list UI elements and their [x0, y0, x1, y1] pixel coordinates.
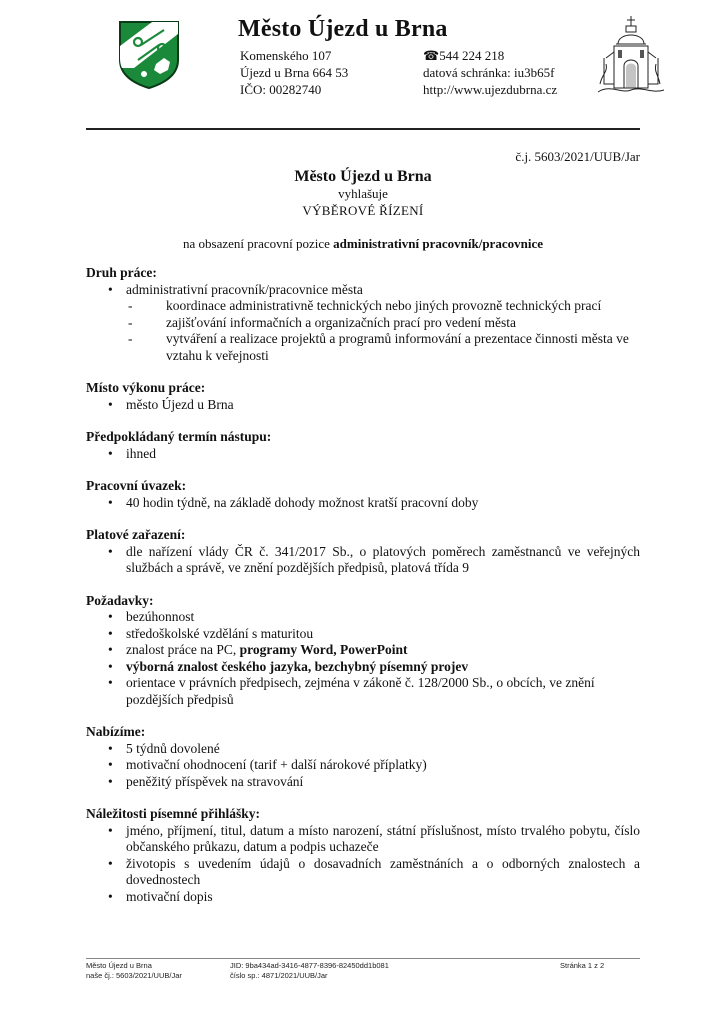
- list-item: • dle nařízení vlády ČR č. 341/2017 Sb., o platových poměrech zaměstnanců ve veřejných službách a správě, ve znění pozdějších předpisů, platová třída 9: [86, 544, 640, 577]
- position-prefix: na obsazení pracovní pozice: [183, 236, 334, 251]
- footer-divider: [86, 958, 640, 959]
- list-item: • jméno, příjmení, titul, datum a místo narození, státní příslušnost, místo trvalého pobytu, číslo občanského průkazu, datum a podpis uchazeče: [86, 823, 640, 856]
- section-platove-zarazeni: [86, 527, 640, 577]
- section-title: Platové zařazení:: [86, 527, 186, 542]
- announcement-issuer: Město Újezd u Brna: [294, 168, 432, 185]
- ico: IČO: 00282740: [240, 82, 322, 97]
- address-block: [240, 47, 348, 98]
- sub-list-item: - koordinace administrativně technických nebo jiných provozně technických prací: [126, 298, 640, 315]
- section-title: Nabízíme:: [86, 724, 146, 739]
- list-item: [86, 659, 640, 676]
- announcement-body: [86, 265, 640, 905]
- footer-jid: JID: 9ba434ad-3416-4877-8396-82450dd1b081: [230, 961, 389, 970]
- town-name: Město Újezd u Brna: [238, 16, 448, 42]
- footer-our-ref: naše čj.: 5603/2021/UUB/Jar: [86, 970, 182, 980]
- list-item: • středoškolské vzdělání s maturitou: [86, 626, 640, 643]
- section-misto-vykonu: [86, 380, 640, 413]
- list-item: • motivační dopis: [86, 889, 640, 906]
- list-item: • orientace v právních předpisech, zejména v zákoně č. 128/2000 Sb., o obcích, ve znění pozdějších předpisů: [86, 675, 640, 708]
- list-item: [86, 642, 640, 659]
- coat-of-arms-icon: [118, 20, 180, 90]
- reference-number: č.j. 5603/2021/UUB/Jar: [515, 149, 640, 164]
- section-termin-nastupu: [86, 429, 640, 462]
- sub-list-item: - zajišťování informačních a organizačních prací pro vedení města: [126, 315, 640, 332]
- section-title: Požadavky:: [86, 592, 154, 608]
- footer-middle: [230, 961, 389, 980]
- list-item: • bezúhonnost: [86, 609, 640, 626]
- footer-org: Město Újezd u Brna: [86, 961, 152, 970]
- data-box: datová schránka: iu3b65f: [423, 65, 555, 80]
- announcement-title: VÝBĚROVÉ ŘÍZENÍ: [302, 203, 424, 218]
- section-druh-prace: [86, 265, 640, 364]
- address-city: Újezd u Brna 664 53: [240, 65, 349, 80]
- list-item: • ihned: [86, 446, 640, 463]
- header-divider: [86, 128, 640, 130]
- website-link[interactable]: http://www.ujezdubrna.cz: [423, 82, 558, 97]
- chapel-illustration-icon: [596, 14, 666, 96]
- section-title: Druh práce:: [86, 265, 157, 280]
- section-title: Místo výkonu práce:: [86, 380, 206, 395]
- position-line: [86, 236, 640, 252]
- list-item: • životopis s uvedením údajů o dosavadních zaměstnáních a o odborných znalostech a dovednostech: [86, 856, 640, 889]
- address-street: Komenského 107: [240, 48, 332, 63]
- list-item-text: znalost práce na PC,: [126, 642, 240, 657]
- list-item-bold: výborná znalost českého jazyka, bezchybný písemný projev: [126, 658, 469, 674]
- sub-list-item: - vytváření a realizace projektů a programů informování a prezentace činnosti města ve vztahu k veřejnosti: [126, 331, 640, 364]
- list-item: • 5 týdnů dovolené: [86, 741, 640, 758]
- announcement-verb: vyhlašuje: [338, 186, 388, 201]
- list-item: • 40 hodin týdně, na základě dohody možnost kratší pracovní doby: [86, 495, 640, 512]
- footer-page-number: Stránka 1 z 2: [560, 961, 605, 970]
- contact-block: [423, 47, 557, 98]
- list-item: • město Újezd u Brna: [86, 397, 640, 414]
- section-pracovni-uvazek: [86, 478, 640, 511]
- list-item-text: administrativní pracovník/pracovnice města: [126, 281, 363, 297]
- list-item: • peněžitý příspěvek na stravování: [86, 774, 640, 791]
- list-item: [86, 282, 640, 365]
- section-title: Náležitosti písemné přihlášky:: [86, 806, 260, 821]
- list-item: • motivační ohodnocení (tarif + další nárokové příplatky): [86, 757, 640, 774]
- footer-file-number: číslo sp.: 4871/2021/UUB/Jar: [230, 970, 328, 980]
- footer-left: [86, 961, 182, 980]
- section-nabizime: [86, 724, 640, 790]
- position-name: administrativní pracovník/pracovnice: [333, 236, 543, 251]
- section-pozadavky: [86, 593, 640, 709]
- phone: ☎544 224 218: [423, 48, 505, 63]
- list-item-bold: programy Word, PowerPoint: [239, 642, 408, 657]
- section-title: Předpokládaný termín nástupu:: [86, 429, 272, 444]
- section-nalezitosti: [86, 806, 640, 905]
- section-title: Pracovní úvazek:: [86, 478, 187, 493]
